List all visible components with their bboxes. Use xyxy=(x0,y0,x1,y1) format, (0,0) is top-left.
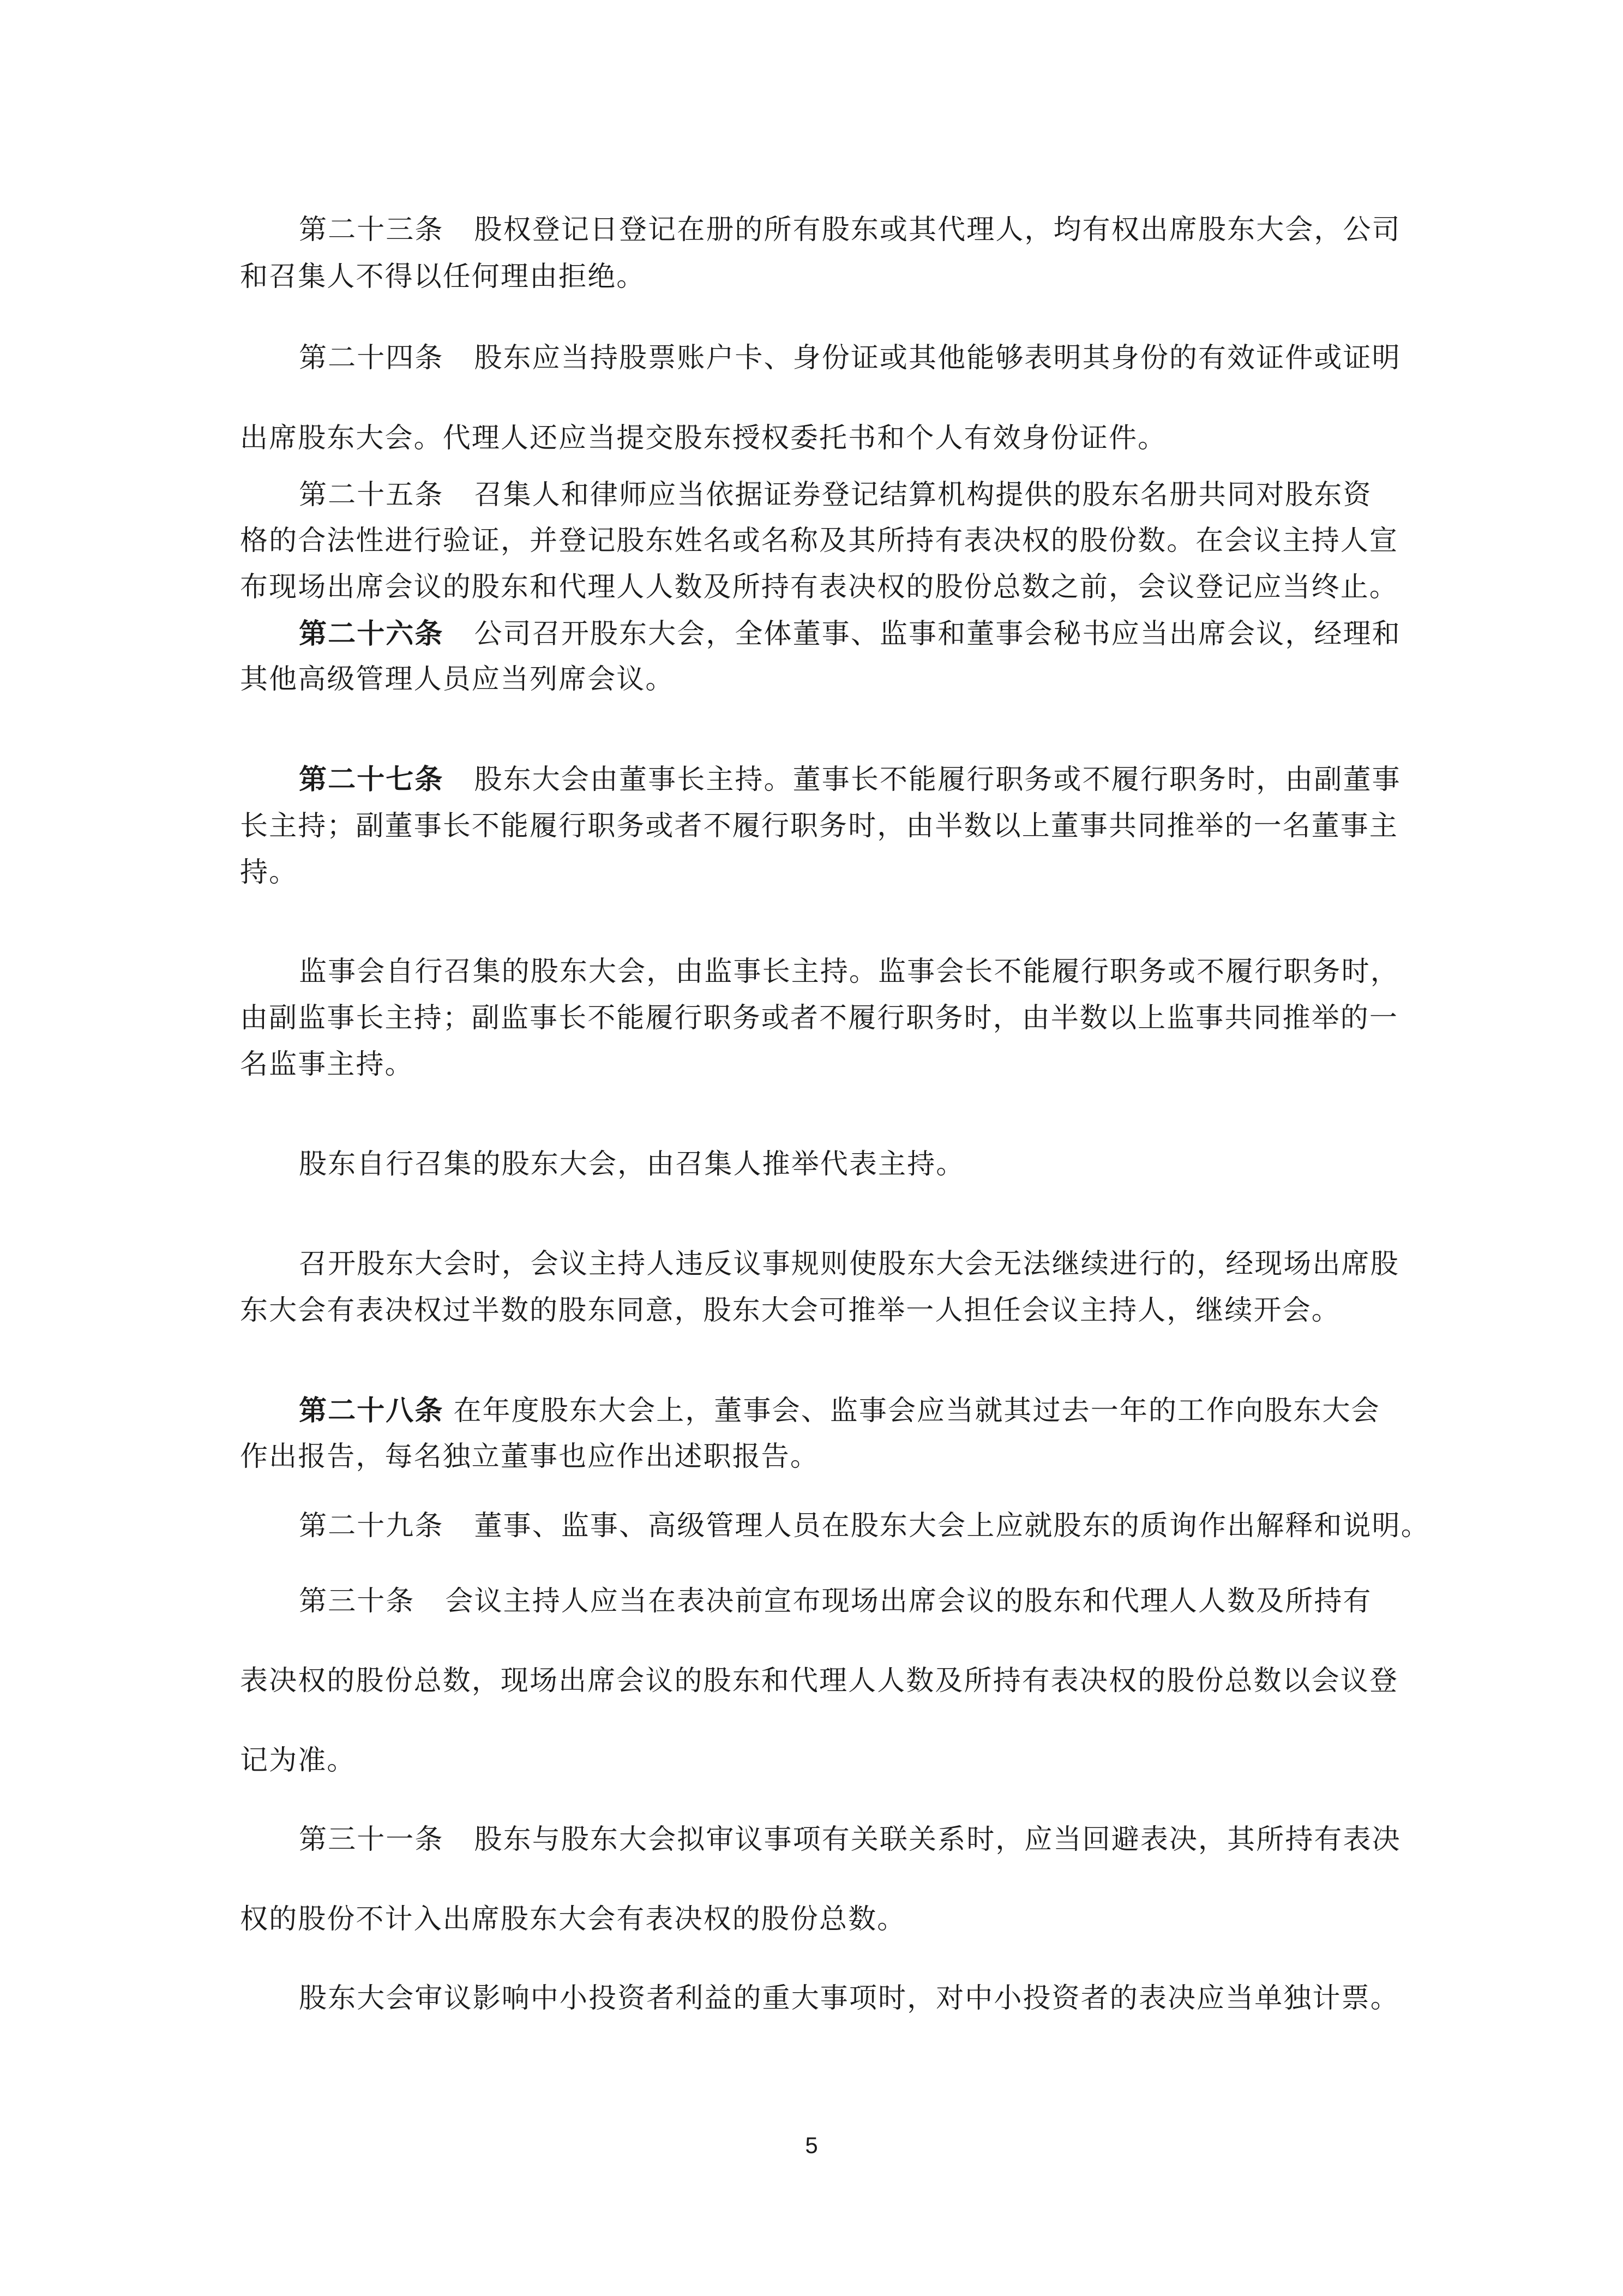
paragraph-host-violation-line-1: 召开股东大会时，会议主持人违反议事规则使股东大会无法继续进行的，经现场出席股 xyxy=(299,1248,1399,1280)
article-26-line-1 xyxy=(299,618,1450,651)
article-23-line-1 xyxy=(299,214,1450,247)
article-26-line-2: 其他高级管理人员应当列席会议。 xyxy=(240,663,675,696)
page-number: 5 xyxy=(805,2132,818,2158)
article-27-line-3: 持。 xyxy=(240,856,298,889)
article-30-line-3: 记为准。 xyxy=(240,1745,356,1777)
article-25-line-1 xyxy=(299,479,1450,512)
article-number: 第三十条 xyxy=(299,1585,415,1617)
article-text: 股权登记日登记在册的所有股东或其代理人，均有权出席股东大会，公司 xyxy=(474,214,1401,246)
article-31-line-1 xyxy=(299,1824,1450,1856)
article-30-line-2: 表决权的股份总数，现场出席会议的股东和代理人人数及所持有表决权的股份总数以会议登 xyxy=(240,1665,1399,1697)
article-27-line-2: 长主持；副董事长不能履行职务或者不履行职务时，由半数以上董事共同推举的一名董事主 xyxy=(240,810,1399,842)
article-text: 董事、监事、高级管理人员在股东大会上应就股东的质询作出解释和说明。 xyxy=(474,1510,1430,1542)
article-text: 公司召开股东大会，全体董事、监事和董事会秘书应当出席会议，经理和 xyxy=(474,618,1401,650)
article-23-line-2: 和召集人不得以任何理由拒绝。 xyxy=(240,261,646,293)
article-number: 第二十五条 xyxy=(299,479,444,511)
article-text: 会议主持人应当在表决前宣布现场出席会议的股东和代理人人数及所持有 xyxy=(445,1585,1372,1617)
article-29-line-1 xyxy=(299,1510,1450,1543)
article-24-line-1 xyxy=(299,342,1450,375)
article-text: 在年度股东大会上，董事会、监事会应当就其过去一年的工作向股东大会 xyxy=(453,1395,1380,1427)
article-28-line-2: 作出报告，每名独立董事也应作出述职报告。 xyxy=(240,1441,820,1473)
article-24-line-2: 出席股东大会。代理人还应当提交股东授权委托书和个人有效身份证件。 xyxy=(240,422,1167,454)
article-number: 第二十六条 xyxy=(299,618,444,650)
paragraph-supervisor-line-2: 由副监事长主持；副监事长不能履行职务或者不履行职务时，由半数以上监事共同推举的一 xyxy=(240,1002,1399,1034)
article-27-line-1 xyxy=(299,763,1450,796)
article-number: 第二十九条 xyxy=(299,1510,444,1542)
article-text: 股东应当持股票账户卡、身份证或其他能够表明其身份的有效证件或证明 xyxy=(474,342,1401,374)
article-25-line-2: 格的合法性进行验证，并登记股东姓名或名称及其所持有表决权的股份数。在会议主持人宣 xyxy=(240,525,1399,557)
paragraph-self-convened: 股东自行召集的股东大会，由召集人推举代表主持。 xyxy=(299,1148,965,1180)
paragraph-supervisor-line-1: 监事会自行召集的股东大会，由监事长主持。监事会长不能履行职务或不履行职务时， xyxy=(299,956,1399,988)
article-28-line-1 xyxy=(299,1394,1450,1428)
paragraph-supervisor-line-3: 名监事主持。 xyxy=(240,1048,414,1081)
paragraph-host-violation-line-2: 东大会有表决权过半数的股东同意，股东大会可推举一人担任会议主持人，继续开会。 xyxy=(240,1294,1341,1327)
article-text: 召集人和律师应当依据证券登记结算机构提供的股东名册共同对股东资 xyxy=(474,479,1372,511)
article-text: 股东与股东大会拟审议事项有关联关系时，应当回避表决，其所持有表决 xyxy=(474,1824,1401,1856)
article-25-line-3: 布现场出席会议的股东和代理人人数及所持有表决权的股份总数之前，会议登记应当终止。 xyxy=(240,571,1399,603)
article-number: 第二十四条 xyxy=(299,342,444,374)
article-number: 第三十一条 xyxy=(299,1824,444,1856)
article-number: 第二十三条 xyxy=(299,214,444,246)
article-text: 股东大会由董事长主持。董事长不能履行职务或不履行职务时，由副董事 xyxy=(474,764,1401,796)
article-30-line-1 xyxy=(299,1585,1450,1618)
paragraph-minority-vote: 股东大会审议影响中小投资者利益的重大事项时，对中小投资者的表决应当单独计票。 xyxy=(299,1982,1399,2015)
article-number: 第二十八条 xyxy=(299,1394,444,1427)
article-31-line-2: 权的股份不计入出席股东大会有表决权的股份总数。 xyxy=(240,1903,906,1935)
article-number: 第二十七条 xyxy=(299,763,444,796)
